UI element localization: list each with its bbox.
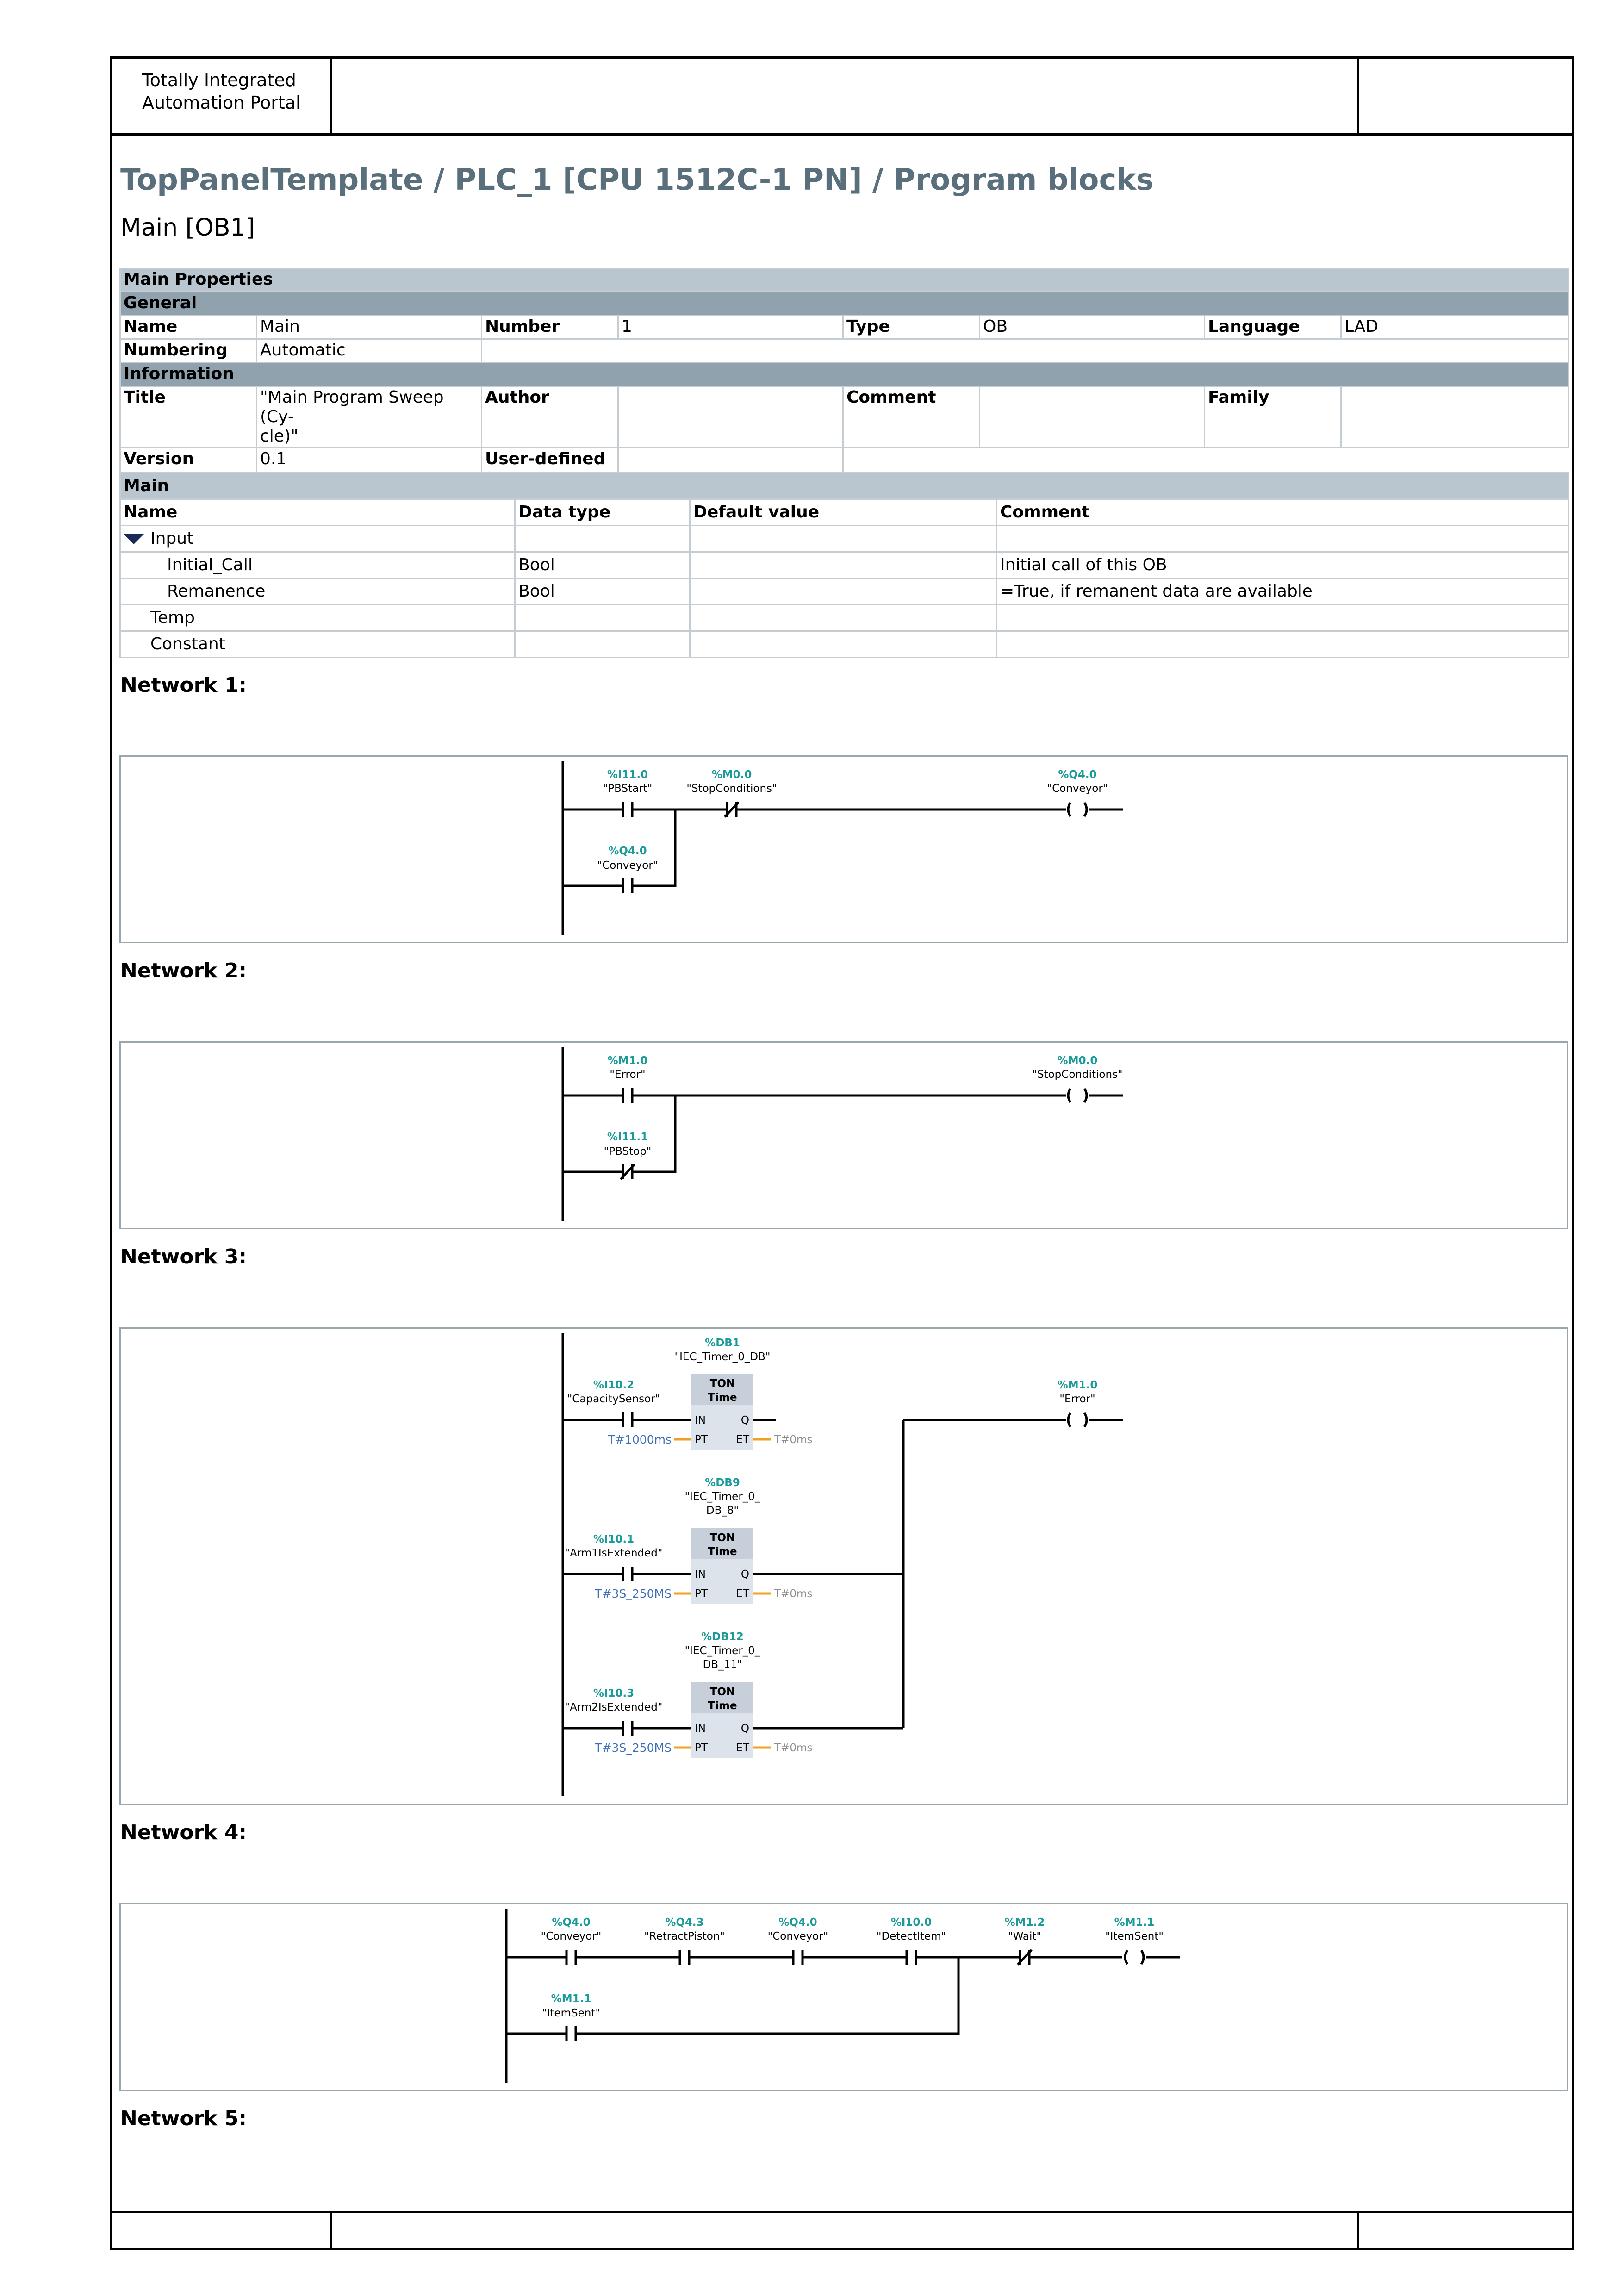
- name-value: Main: [257, 316, 482, 339]
- temp-type: [515, 605, 690, 631]
- comment-label: Comment: [843, 386, 980, 448]
- t1-pin-pt: PT: [695, 1434, 708, 1446]
- param-type: Bool: [515, 552, 690, 579]
- block-title: Main [OB1]: [120, 214, 255, 242]
- t1-db-addr: %DB1: [705, 1337, 740, 1349]
- network-3-ladder: [121, 1329, 1567, 1804]
- page-header: [112, 59, 1572, 136]
- input-row[interactable]: [120, 526, 515, 552]
- param-name: Remanence: [120, 579, 515, 605]
- n1-coil-sym: "Conveyor": [1047, 783, 1108, 795]
- page-footer: [112, 2211, 1572, 2248]
- number-value: 1: [618, 316, 843, 339]
- network-5-title: Network 5:: [120, 2107, 247, 2130]
- language-value: LAD: [1341, 316, 1569, 339]
- t2-pin-et: ET: [736, 1588, 749, 1600]
- numbering-label: Numbering: [120, 339, 257, 363]
- t3-pt-value: T#3S_250MS: [595, 1741, 672, 1755]
- n4-c3-addr: %Q4.0: [778, 1916, 817, 1929]
- t3-db-sym2: DB_11": [703, 1659, 742, 1671]
- version-value: 0.1: [257, 448, 482, 490]
- header-divider: [1357, 59, 1359, 133]
- t3-c-sym: "Arm2IsExtended": [565, 1701, 663, 1713]
- param-name: Initial_Call: [120, 552, 515, 579]
- t3-db-addr: %DB12: [701, 1631, 744, 1643]
- t3-pin-in: IN: [695, 1723, 706, 1735]
- family-value: [1341, 386, 1569, 448]
- network-4-title: Network 4:: [120, 1821, 247, 1844]
- general-section: General: [120, 292, 1569, 316]
- t1-type: TON: [709, 1378, 735, 1390]
- n2-coil-sym: "StopConditions": [1032, 1069, 1123, 1081]
- t2-pt-value: T#3S_250MS: [595, 1587, 672, 1600]
- t3-sub: Time: [708, 1700, 737, 1712]
- version-label: Version: [120, 448, 257, 490]
- input-default: [690, 526, 997, 552]
- n4-c4-addr: %I10.0: [890, 1916, 932, 1929]
- t3-db-sym1: "IEC_Timer_0_: [684, 1645, 760, 1657]
- input-type: [515, 526, 690, 552]
- n4-c3-sym: "Conveyor": [767, 1930, 828, 1942]
- n2-coil-addr: %M0.0: [1057, 1055, 1098, 1067]
- t3-type: TON: [709, 1686, 735, 1698]
- network-2-box: [119, 1041, 1568, 1229]
- n4-b-sym: "ItemSent": [542, 2007, 600, 2019]
- number-label: Number: [482, 316, 618, 339]
- t2-db-sym1: "IEC_Timer_0_: [684, 1491, 760, 1503]
- network-2-ladder: [121, 1043, 1567, 1228]
- param-default: [690, 552, 997, 579]
- n1-c2-sym: "StopConditions": [686, 783, 777, 795]
- network-1-ladder: [121, 757, 1567, 942]
- footer-divider-left: [330, 2213, 332, 2248]
- param-type: Bool: [515, 579, 690, 605]
- n4-c5-sym: "Wait": [1008, 1930, 1041, 1942]
- input-label: Input: [150, 529, 194, 548]
- temp-default: [690, 605, 997, 631]
- t1-pin-in: IN: [695, 1414, 706, 1426]
- network-3-box: [119, 1327, 1568, 1805]
- t2-db-addr: %DB9: [705, 1477, 740, 1489]
- t2-db-sym2: DB_8": [706, 1505, 739, 1517]
- param-comment: =True, if remanent data are available: [997, 579, 1569, 605]
- n2-b-addr: %I11.1: [607, 1131, 648, 1143]
- n2-c1-addr: %M1.0: [607, 1055, 648, 1067]
- network-1-title: Network 1:: [120, 673, 247, 697]
- n4-c2-addr: %Q4.3: [665, 1916, 704, 1929]
- title-value-line2: cle)": [260, 427, 299, 446]
- n2-b-sym: "PBStop": [604, 1145, 652, 1157]
- title-label: Title: [120, 386, 257, 448]
- interface-table: [119, 472, 1569, 658]
- properties-section: Main Properties: [120, 268, 1569, 292]
- type-value: OB: [980, 316, 1205, 339]
- t2-pin-in: IN: [695, 1568, 706, 1580]
- network-3-title: Network 3:: [120, 1245, 247, 1269]
- t3-c-addr: %I10.3: [593, 1687, 635, 1699]
- language-label: Language: [1205, 316, 1341, 339]
- table-row: [120, 579, 1569, 605]
- t1-db-sym: "IEC_Timer_0_DB": [674, 1351, 771, 1363]
- t3-pin-et: ET: [736, 1742, 749, 1754]
- constant-comment: [997, 631, 1569, 658]
- author-value: [618, 386, 843, 448]
- n4-c5-addr: %M1.2: [1004, 1916, 1045, 1929]
- n4-c1-sym: "Conveyor": [541, 1930, 602, 1942]
- n3-coil-sym: "Error": [1059, 1393, 1095, 1405]
- network-1-box: [119, 755, 1568, 943]
- param-comment: Initial call of this OB: [997, 552, 1569, 579]
- collapse-triangle-icon[interactable]: [124, 534, 144, 544]
- col-name: Name: [120, 499, 515, 526]
- n4-coil-addr: %M1.1: [1114, 1916, 1155, 1929]
- constant-default: [690, 631, 997, 658]
- comment-value: [980, 386, 1205, 448]
- col-comment: Comment: [997, 499, 1569, 526]
- information-section: Information: [120, 363, 1569, 386]
- t2-et-value: T#0ms: [774, 1588, 813, 1600]
- col-default: Default value: [690, 499, 997, 526]
- table-row: [120, 552, 1569, 579]
- family-label: Family: [1205, 386, 1341, 448]
- t1-c-sym: "CapacitySensor": [567, 1393, 660, 1405]
- interface-section: Main: [120, 473, 1569, 499]
- network-4-box: [119, 1903, 1568, 2091]
- t3-et-value: T#0ms: [774, 1742, 813, 1754]
- t2-c-addr: %I10.1: [593, 1533, 635, 1545]
- t1-et-value: T#0ms: [774, 1434, 813, 1446]
- n4-c4-sym: "DetectItem": [876, 1930, 946, 1942]
- app-name-line2: Automation Portal: [142, 93, 301, 113]
- temp-label: Temp: [120, 605, 515, 631]
- constant-type: [515, 631, 690, 658]
- param-default: [690, 579, 997, 605]
- n1-c2-addr: %M0.0: [711, 769, 752, 781]
- breadcrumb: TopPanelTemplate / PLC_1 [CPU 1512C-1 PN] / Program blocks: [120, 163, 1154, 197]
- n1-coil-addr: %Q4.0: [1058, 769, 1097, 781]
- app-name: [112, 59, 332, 133]
- t1-pin-q: Q: [740, 1414, 749, 1426]
- t1-pt-value: T#1000ms: [608, 1433, 672, 1446]
- n1-b-addr: %Q4.0: [608, 845, 647, 857]
- t2-pin-pt: PT: [695, 1588, 708, 1600]
- n4-c2-sym: "RetractPiston": [644, 1930, 725, 1942]
- numbering-filler: [482, 339, 1569, 363]
- footer-divider-right: [1357, 2213, 1359, 2248]
- n2-c1-sym: "Error": [610, 1069, 646, 1081]
- userid-label: User-defined: [482, 448, 618, 490]
- app-name-line1: Totally Integrated: [142, 70, 296, 90]
- numbering-value: Automatic: [257, 339, 482, 363]
- n1-c1-sym: "PBStart": [603, 783, 653, 795]
- temp-comment: [997, 605, 1569, 631]
- t1-c-addr: %I10.2: [593, 1379, 635, 1391]
- input-comment: [997, 526, 1569, 552]
- network-2-title: Network 2:: [120, 959, 247, 983]
- n4-coil-sym: "ItemSent": [1105, 1930, 1164, 1942]
- n1-c1-addr: %I11.0: [607, 769, 648, 781]
- title-value-line1: "Main Program Sweep (Cy-: [260, 388, 444, 426]
- network-4-ladder: [121, 1904, 1567, 2090]
- name-label: Name: [120, 316, 257, 339]
- t2-type: TON: [709, 1532, 735, 1544]
- t2-pin-q: Q: [740, 1568, 749, 1580]
- n1-b-sym: "Conveyor": [597, 859, 658, 871]
- t2-c-sym: "Arm1IsExtended": [565, 1547, 663, 1559]
- title-value: [257, 386, 482, 448]
- t1-pin-et: ET: [736, 1434, 749, 1446]
- t3-pin-pt: PT: [695, 1742, 708, 1754]
- constant-label: Constant: [120, 631, 515, 658]
- t3-pin-q: Q: [740, 1723, 749, 1735]
- type-label: Type: [843, 316, 980, 339]
- t1-sub: Time: [708, 1392, 737, 1404]
- n4-b-addr: %M1.1: [551, 1993, 591, 2005]
- author-label: Author: [482, 386, 618, 448]
- properties-table: [119, 268, 1569, 491]
- t2-sub: Time: [708, 1546, 737, 1558]
- n4-c1-addr: %Q4.0: [552, 1916, 591, 1929]
- col-datatype: Data type: [515, 499, 690, 526]
- n3-coil-addr: %M1.0: [1057, 1379, 1098, 1391]
